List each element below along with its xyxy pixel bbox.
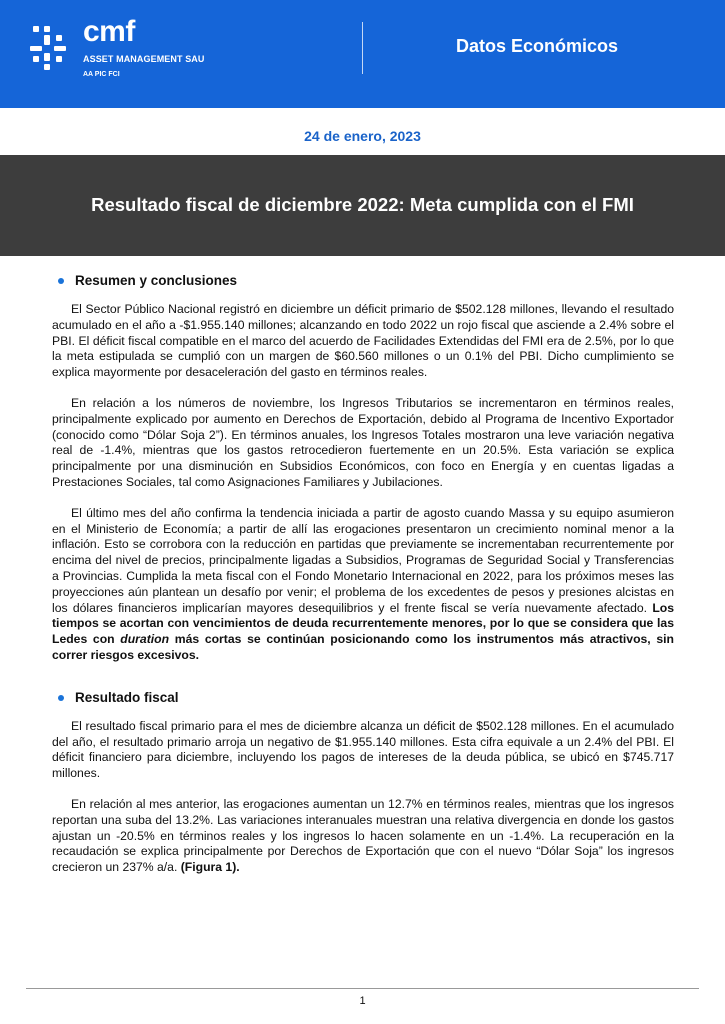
- paragraph: [52, 797, 674, 876]
- footer-divider: [26, 988, 699, 989]
- brand-subtitle: ASSET MANAGEMENT SAU: [83, 54, 205, 64]
- section-heading: [52, 689, 674, 707]
- bullet-icon: [58, 695, 64, 701]
- section-heading-text: Resultado fiscal: [75, 689, 179, 705]
- bullet-icon: [58, 278, 64, 284]
- brand-name: cmf: [83, 15, 135, 48]
- paragraph-bold-text: Los tiempos se acortan con vencimientos de deuda recurrentemente menores, por lo que se considera que las Ledes con: [52, 600, 674, 647]
- paragraph: El Sector Público Nacional registró en diciembre un déficit primario de $502.128 millones, llevando el resultado acumulado en el año a -$1.955.140 millones; alcanzando en todo 2022 un rojo fiscal que asciende a 2.4% sobre el PBI. El déficit fiscal compatible en el marco del acuerdo de Facilidades Extendidas del FMI era de 2.5%, por lo que la meta estipulada se cumplió con un margen de $60.560 millones o un 0.1% del PBI. Dicho cumplimiento se explica mayormente por desaceleración del gasto en términos reales.: [52, 302, 674, 380]
- title-banner: [0, 155, 725, 256]
- paragraph: [52, 506, 674, 664]
- page-header: [0, 0, 725, 108]
- document-body: [52, 272, 674, 891]
- brand-tagline: AA PIC FCI: [83, 71, 120, 78]
- section-heading-text: Resumen y conclusiones: [75, 273, 238, 288]
- paragraph-text: El último mes del año confirma la tendencia iniciada a partir de agosto cuando Massa y su equipo asumieron en el Ministerio de Economía; a partir de allí las erogaciones presentaron un crecimiento nominal menor a la inflación. Esto se corrobora con la reducción en partidas que previamente se incrementaban recurrentemente por encima del nivel de precios, principalmente ligadas a Subsidios, Programas de Seguridad Social y Transferencias a Provincias. Cumplida la meta fiscal con el Fondo Monetario Internacional en 2022, para los próximos meses las proyecciones aún plantean un desafío por venir; el problema de los excedentes de pesos y presiones alcistas en los dólares financieros implicarían mayores desequilibrios y el frente fiscal se vería nuevamente afectado.: [52, 505, 674, 615]
- section-title: Datos Económicos: [456, 36, 619, 56]
- page-number: 1: [359, 995, 366, 1007]
- paragraph-text: En relación al mes anterior, las erogaciones aumentan un 12.7% en términos reales, mientras que los ingresos reportan una suba del 13.2%. Las variaciones interanuales muestran una relativa divergencia en donde los gastos ajustan un -20.5% en términos reales y los ingresos lo hacen solamente en un -1.4%. La recuperación en la recaudación se explica principalmente por Derechos de Exportación que con el nuevo “Dólar Soja” los ingresos crecieron un 237% a/a.: [52, 796, 674, 875]
- paragraph: En relación a los números de noviembre, los Ingresos Tributarios se incrementaron en términos reales, principalmente explicado por aumento en Derechos de Exportación, debido al Programa de Incentivo Exportador (conocido como “Dólar Soja 2”). En términos anuales, los Ingresos Totales mostraron una leve variación negativa real de -1.4%, mientras que los gastos retrocedieron fuertemente en un 20.5%. Esta variación se explica principalmente por una disminución en Subsidios Económicos, con foco en Energía y en cuentas ligadas a Prestaciones Sociales, tal como Asignaciones Familiares y Jubilaciones.: [52, 395, 674, 489]
- report-date: 24 de enero, 2023: [304, 128, 421, 144]
- paragraph-bold-italic-text: duration: [120, 632, 170, 647]
- section-heading: [52, 272, 674, 290]
- figure-reference: (Figura 1).: [180, 860, 240, 875]
- cmf-logo-icon: [30, 26, 74, 70]
- page-title: Resultado fiscal de diciembre 2022: Meta cumplida con el FMI: [91, 194, 634, 215]
- paragraph-bold-text: más cortas se continúan posicionando como los instrumentos más atractivos, sin correr riesgos excesivos.: [52, 632, 674, 662]
- header-divider: [362, 22, 363, 74]
- paragraph: El resultado fiscal primario para el mes de diciembre alcanza un déficit de $502.128 millones. En el acumulado del año, el resultado primario arroja un negativo de $1.955.140 millones. Esta cifra equivale a un 2.4% del PBI. El déficit financiero para diciembre, incluyendo los pagos de intereses de la deuda pública, se ubicó en $745.717 millones.: [52, 718, 674, 781]
